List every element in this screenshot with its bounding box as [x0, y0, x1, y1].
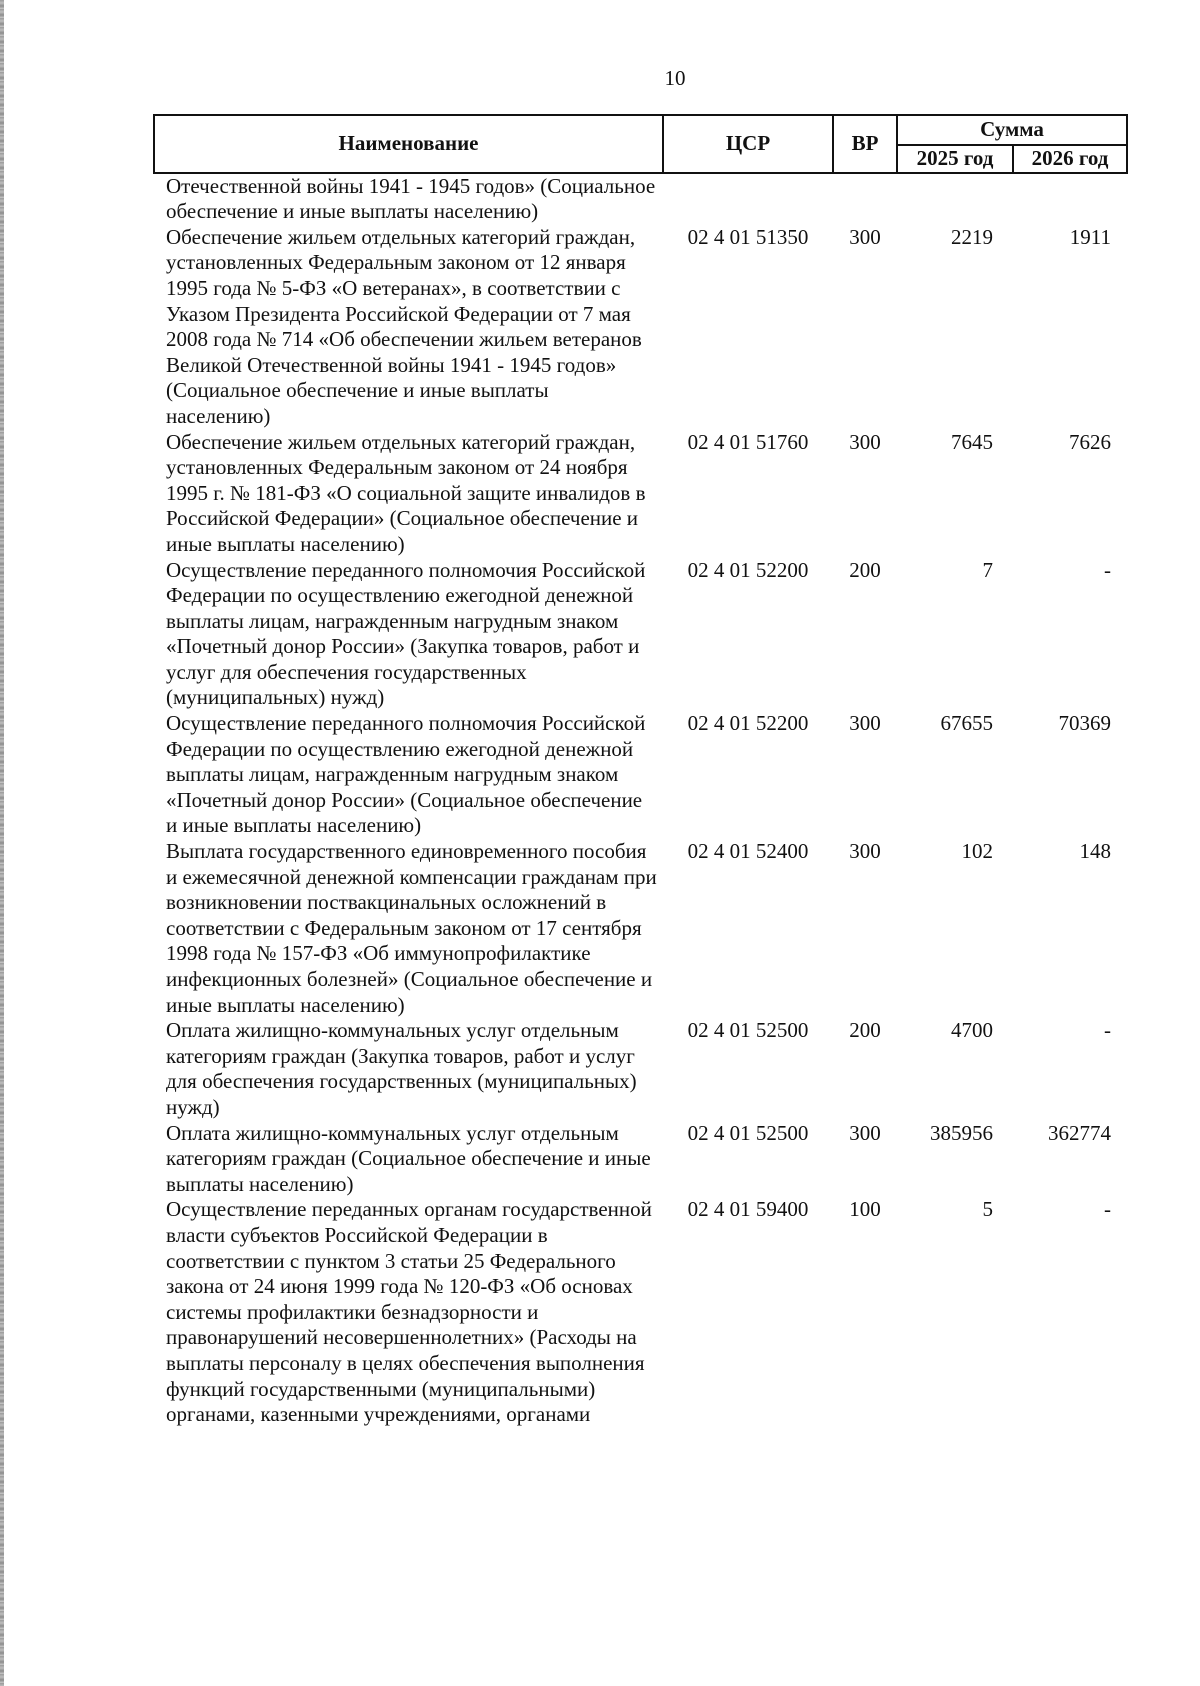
table-row: [154, 1018, 1127, 1120]
row-csr: [663, 173, 833, 225]
row-amount-2025: 7645: [951, 429, 993, 454]
table-row: [154, 1121, 1127, 1198]
table-row: [154, 430, 1127, 558]
scan-edge: [0, 0, 4, 1686]
table-row: [154, 711, 1127, 839]
page-number: 10: [664, 66, 686, 90]
row-amount-2025: 385956: [930, 1120, 993, 1145]
row-csr: 02 4 01 52200: [687, 711, 809, 736]
header-year-2025: 2025 год: [897, 145, 1013, 173]
table-row: [154, 839, 1127, 1018]
row-vr: 300: [849, 429, 881, 454]
row-name: Отечественной войны 1941 - 1945 годов» (Социальное обеспечение и иные выплаты населению): [166, 173, 656, 224]
row-amount-2026: -: [1104, 1018, 1111, 1043]
row-csr: 02 4 01 59400: [687, 1197, 809, 1222]
row-amount-2026: 7626: [1069, 429, 1111, 454]
row-amount-2025: [897, 173, 1013, 225]
row-amount-2025: 5: [982, 1197, 993, 1222]
row-csr: 02 4 01 51350: [687, 224, 809, 249]
row-name: Оплата жилищно-коммунальных услуг отдельным категориям граждан (Социальное обеспечение и иные выплаты населению): [166, 1120, 651, 1196]
row-vr: 300: [849, 711, 881, 736]
budget-table: [153, 114, 1128, 1428]
row-amount-2026: -: [1104, 1197, 1111, 1222]
row-csr: 02 4 01 52500: [687, 1120, 809, 1145]
row-amount-2025: 67655: [940, 711, 993, 736]
header-name: Наименование: [154, 115, 663, 173]
row-amount-2026: 1911: [1069, 224, 1111, 249]
table-row: [154, 558, 1127, 712]
header-sum: Сумма: [897, 115, 1127, 145]
row-name: Осуществление переданного полномочия Российской Федерации по осуществлению ежегодной денежной выплаты лицам, награжденным нагрудным знаком «Почетный донор России» (Социальное обеспечение и иные выплаты населению): [166, 711, 646, 838]
row-amount-2025: 2219: [951, 224, 993, 249]
table-row: [154, 1197, 1127, 1427]
row-name: Осуществление переданного полномочия Российской Федерации по осуществлению ежегодной денежной выплаты лицам, награжденным нагрудным знаком «Почетный донор России» (Закупка товаров, работ и услуг для обеспечения государственных (муниципальных) нужд): [166, 557, 646, 710]
row-amount-2025: 7: [982, 557, 993, 582]
row-amount-2026: [1013, 173, 1127, 225]
row-amount-2026: -: [1104, 557, 1111, 582]
header-vr: ВР: [833, 115, 897, 173]
row-vr: 200: [849, 557, 881, 582]
row-vr: 300: [849, 1120, 881, 1145]
row-amount-2026: 362774: [1048, 1120, 1111, 1145]
row-vr: 100: [849, 1197, 881, 1222]
row-vr: 300: [849, 839, 881, 864]
row-name: Выплата государственного единовременного пособия и ежемесячной денежной компенсации гражданам при возникновении поствакцинальных осложнений в соответствии с Федеральным законом от 17 сентября 1998 года № 157-ФЗ «Об иммунопрофилактике инфекционных болезней» (Социальное обеспечение и иные выплаты населению): [166, 839, 657, 1017]
row-vr: 300: [849, 224, 881, 249]
header-year-2026: 2026 год: [1013, 145, 1127, 173]
row-csr: 02 4 01 52200: [687, 557, 809, 582]
row-amount-2025: 4700: [951, 1018, 993, 1043]
row-csr: 02 4 01 52400: [687, 839, 809, 864]
row-amount-2026: 148: [1079, 839, 1111, 864]
row-amount-2025: 102: [961, 839, 993, 864]
table-row: [154, 173, 1127, 225]
row-vr: [833, 173, 897, 225]
row-csr: 02 4 01 52500: [687, 1018, 809, 1043]
header-csr: ЦСР: [663, 115, 833, 173]
row-name: Обеспечение жильем отдельных категорий граждан, установленных Федеральным законом от 24 ноября 1995 г. № 181-ФЗ «О социальной защите инвалидов в Российской Федерации» (Социальное обеспечение и иные выплаты населению): [166, 429, 646, 556]
row-name: Обеспечение жильем отдельных категорий граждан, установленных Федеральным законом от 12 января 1995 года № 5-ФЗ «О ветеранах», в соответствии с Указом Президента Российской Федерации от 7 мая 2008 года № 714 «Об обеспечении жильем ветеранов Великой Отечественной войны 1941 - 1945 годов» (Социальное обеспечение и иные выплаты населению): [166, 224, 642, 428]
row-csr: 02 4 01 51760: [687, 429, 809, 454]
row-vr: 200: [849, 1018, 881, 1043]
row-name: Оплата жилищно-коммунальных услуг отдельным категориям граждан (Закупка товаров, работ и услуг для обеспечения государственных (муниципальных) нужд): [166, 1018, 637, 1119]
table-row: [154, 225, 1127, 430]
row-name: Осуществление переданных органам государственной власти субъектов Российской Федерации в соответствии с пунктом 3 статьи 25 Федерального закона от 24 июня 1999 года № 120-ФЗ «Об основах системы профилактики безнадзорности и правонарушений несовершеннолетних» (Расходы на выплаты персоналу в целях обеспечения выполнения функций государственными (муниципальными) органами, казенными учреждениями, органами: [166, 1197, 652, 1427]
row-amount-2026: 70369: [1058, 711, 1111, 736]
